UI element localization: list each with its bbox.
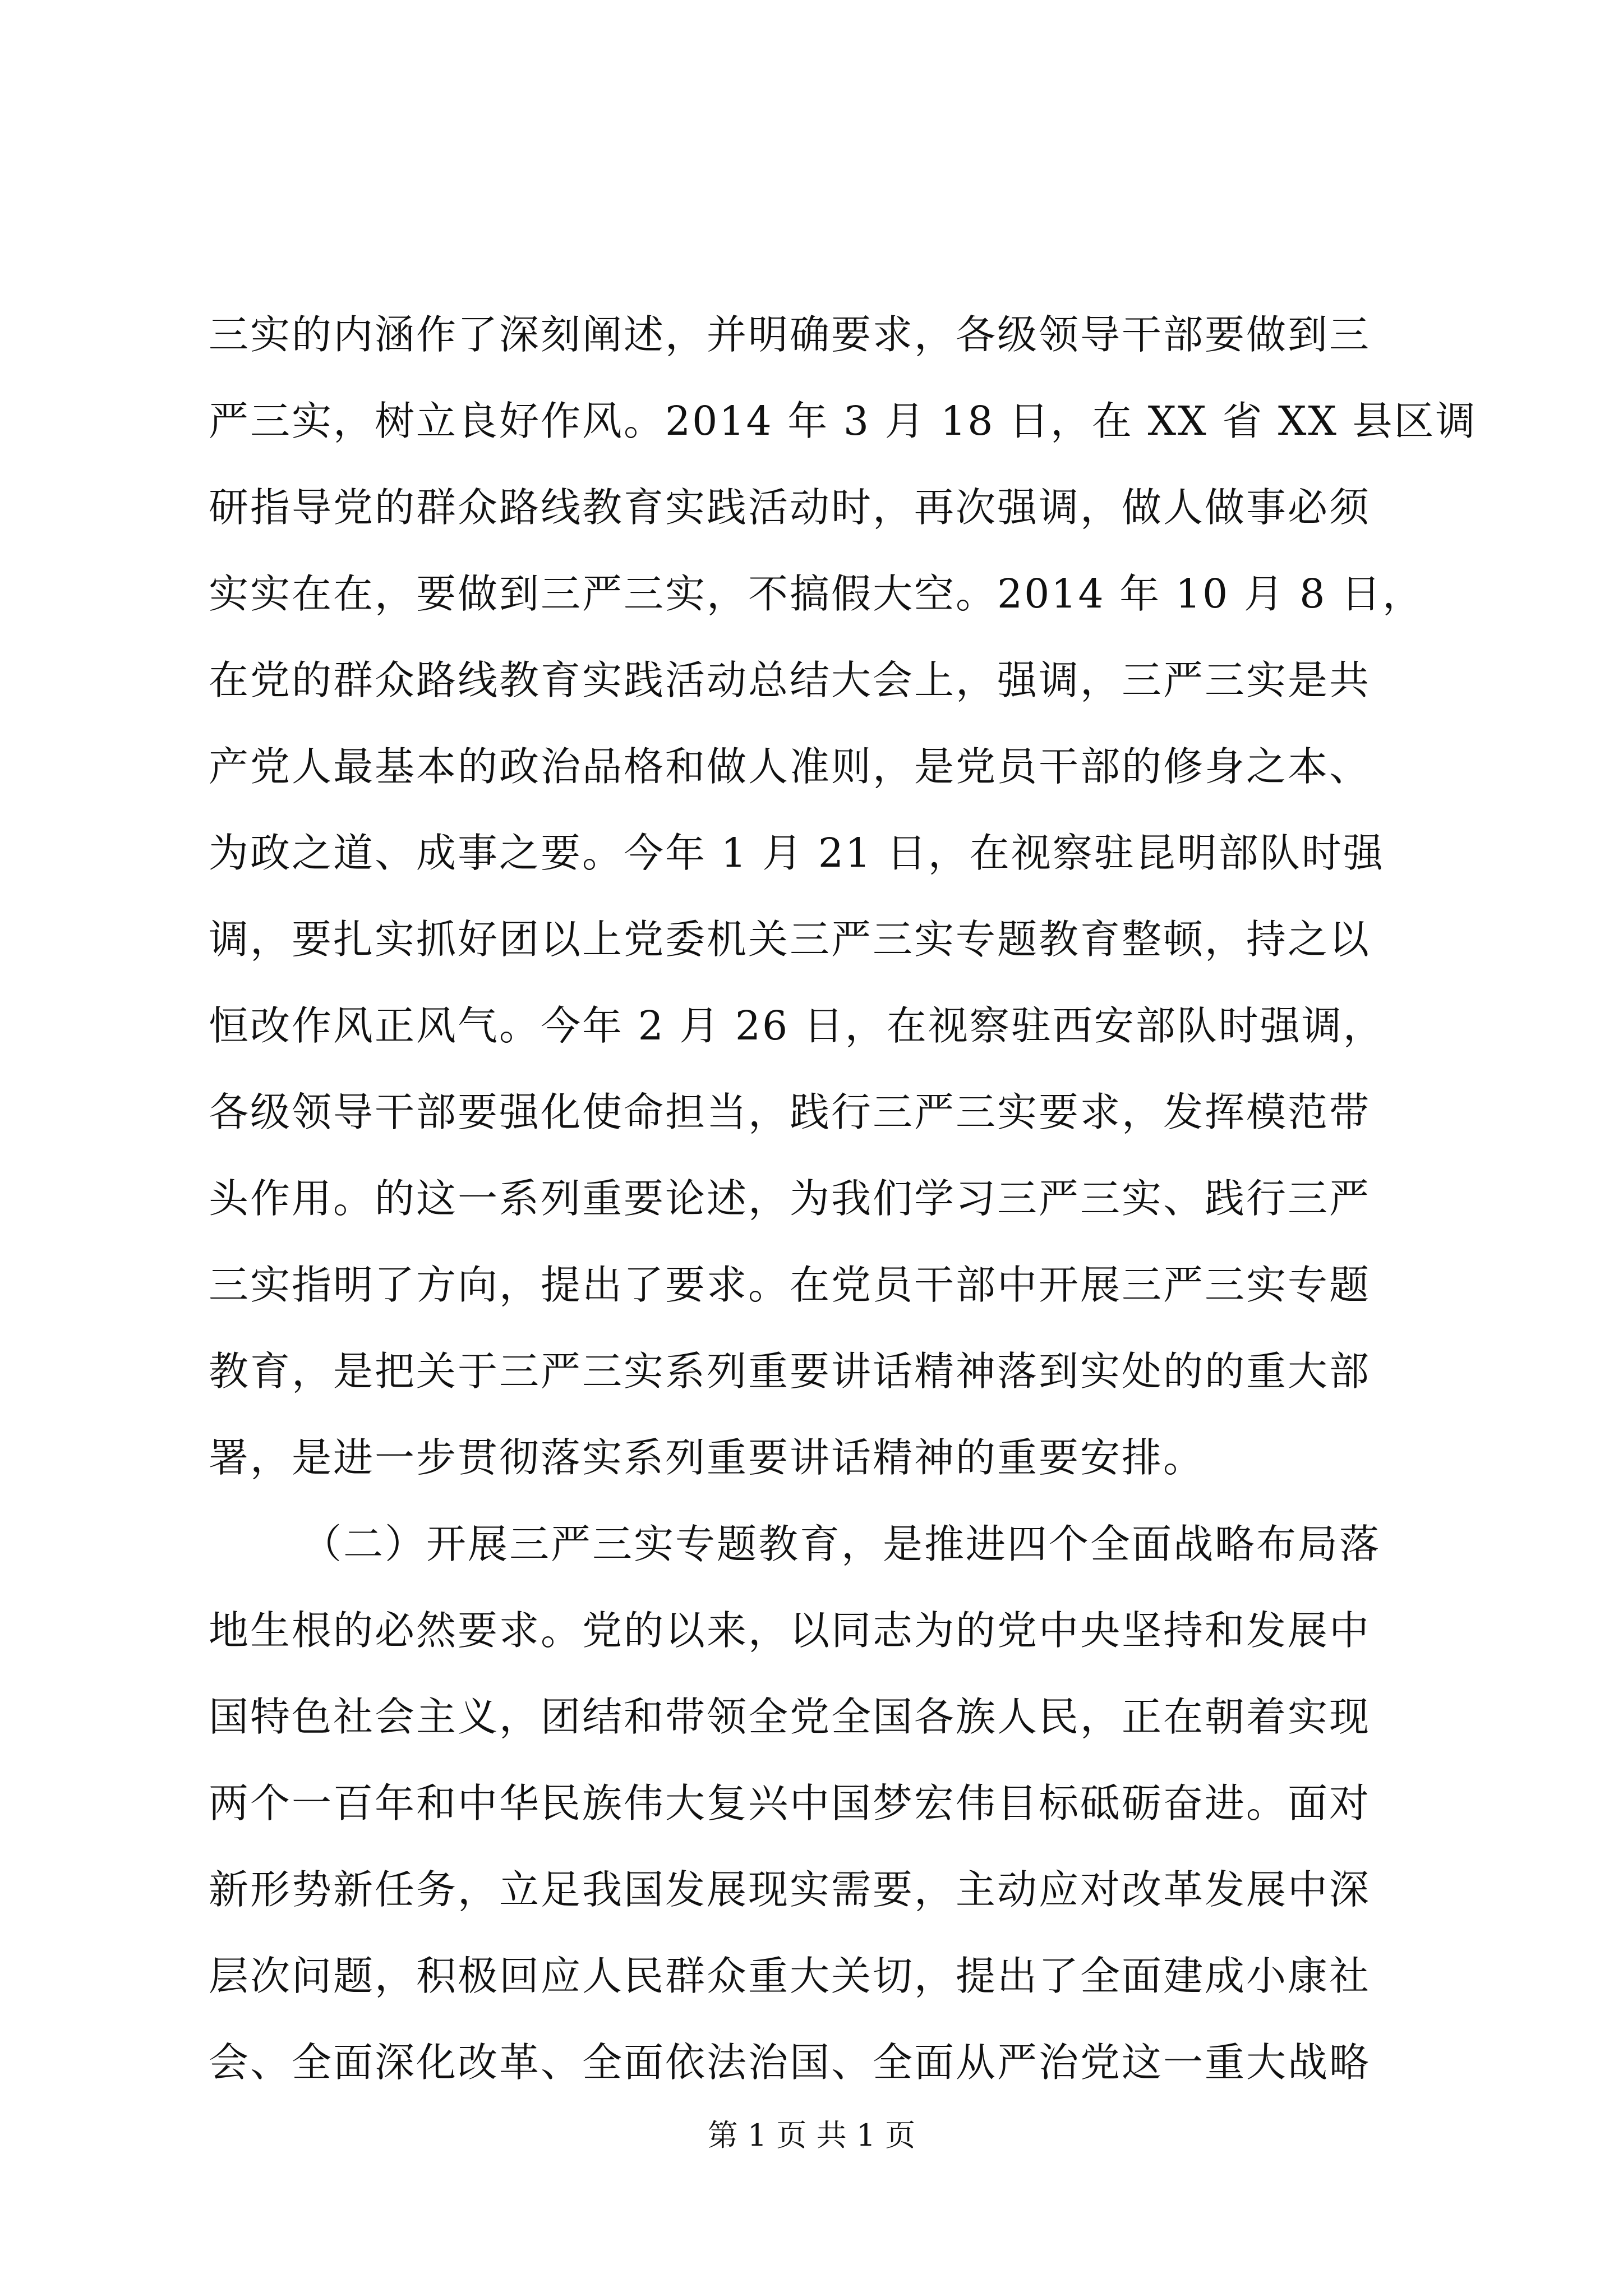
text-line: 署，是进一步贯彻落实系列重要讲话精神的重要安排。 [209,1434,1205,1481]
text-line: 新形势新任务，立足我国发展现实需要，主动应对改革发展中深 [209,1866,1371,1913]
text-line: 调，要扎实抓好团以上党委机关三严三实专题教育整顿，持之以 [209,916,1371,963]
paragraph-start-line: （二）开展三严三实专题教育，是推进四个全面战略布局落 [302,1521,1381,1567]
text-line: 地生根的必然要求。党的以来，以同志为的党中央坚持和发展中 [209,1607,1371,1654]
text-line: 会、全面深化改革、全面依法治国、全面从严治党这一重大战略 [209,2039,1371,2086]
body-text [209,292,1477,2106]
text-line: 实实在在，要做到三严三实，不搞假大空。2014 年 10 月 8 日， [209,570,1424,617]
text-line: 各级领导干部要强化使命担当，践行三严三实要求，发挥模范带 [209,1089,1371,1135]
page-number-label: 第 1 页 共 1 页 [707,2118,916,2153]
text-line: 在党的群众路线教育实践活动总结大会上，强调，三严三实是共 [209,657,1371,703]
text-line: 产党人最基本的政治品格和做人准则，是党员干部的修身之本、 [209,743,1371,790]
text-line: 研指导党的群众路线教育实践活动时，再次强调，做人做事必须 [209,484,1371,531]
page-footer [0,2116,1623,2155]
text-line: 三实的内涵作了深刻阐述，并明确要求，各级领导干部要做到三 [209,311,1371,358]
text-line: 为政之道、成事之要。今年 1 月 21 日，在视察驻昆明部队时强 [209,830,1385,876]
text-line: 层次问题，积极回应人民群众重大关切，提出了全面建成小康社 [209,1953,1371,1999]
text-line: 头作用。的这一系列重要论述，为我们学习三严三实、践行三严 [209,1175,1371,1222]
text-line: 两个一百年和中华民族伟大复兴中国梦宏伟目标砥砺奋进。面对 [209,1780,1371,1826]
text-line: 教育，是把关于三严三实系列重要讲话精神落到实处的的重大部 [209,1348,1371,1395]
text-line: 恒改作风正风气。今年 2 月 26 日，在视察驻西安部队时强调， [209,1002,1385,1049]
text-line: 国特色社会主义，团结和带领全党全国各族人民，正在朝着实现 [209,1694,1371,1740]
text-line: 严三实，树立良好作风。2014 年 3 月 18 日，在 XX 省 XX 县区调 [209,398,1477,444]
text-line: 三实指明了方向，提出了要求。在党员干部中开展三严三实专题 [209,1262,1371,1308]
